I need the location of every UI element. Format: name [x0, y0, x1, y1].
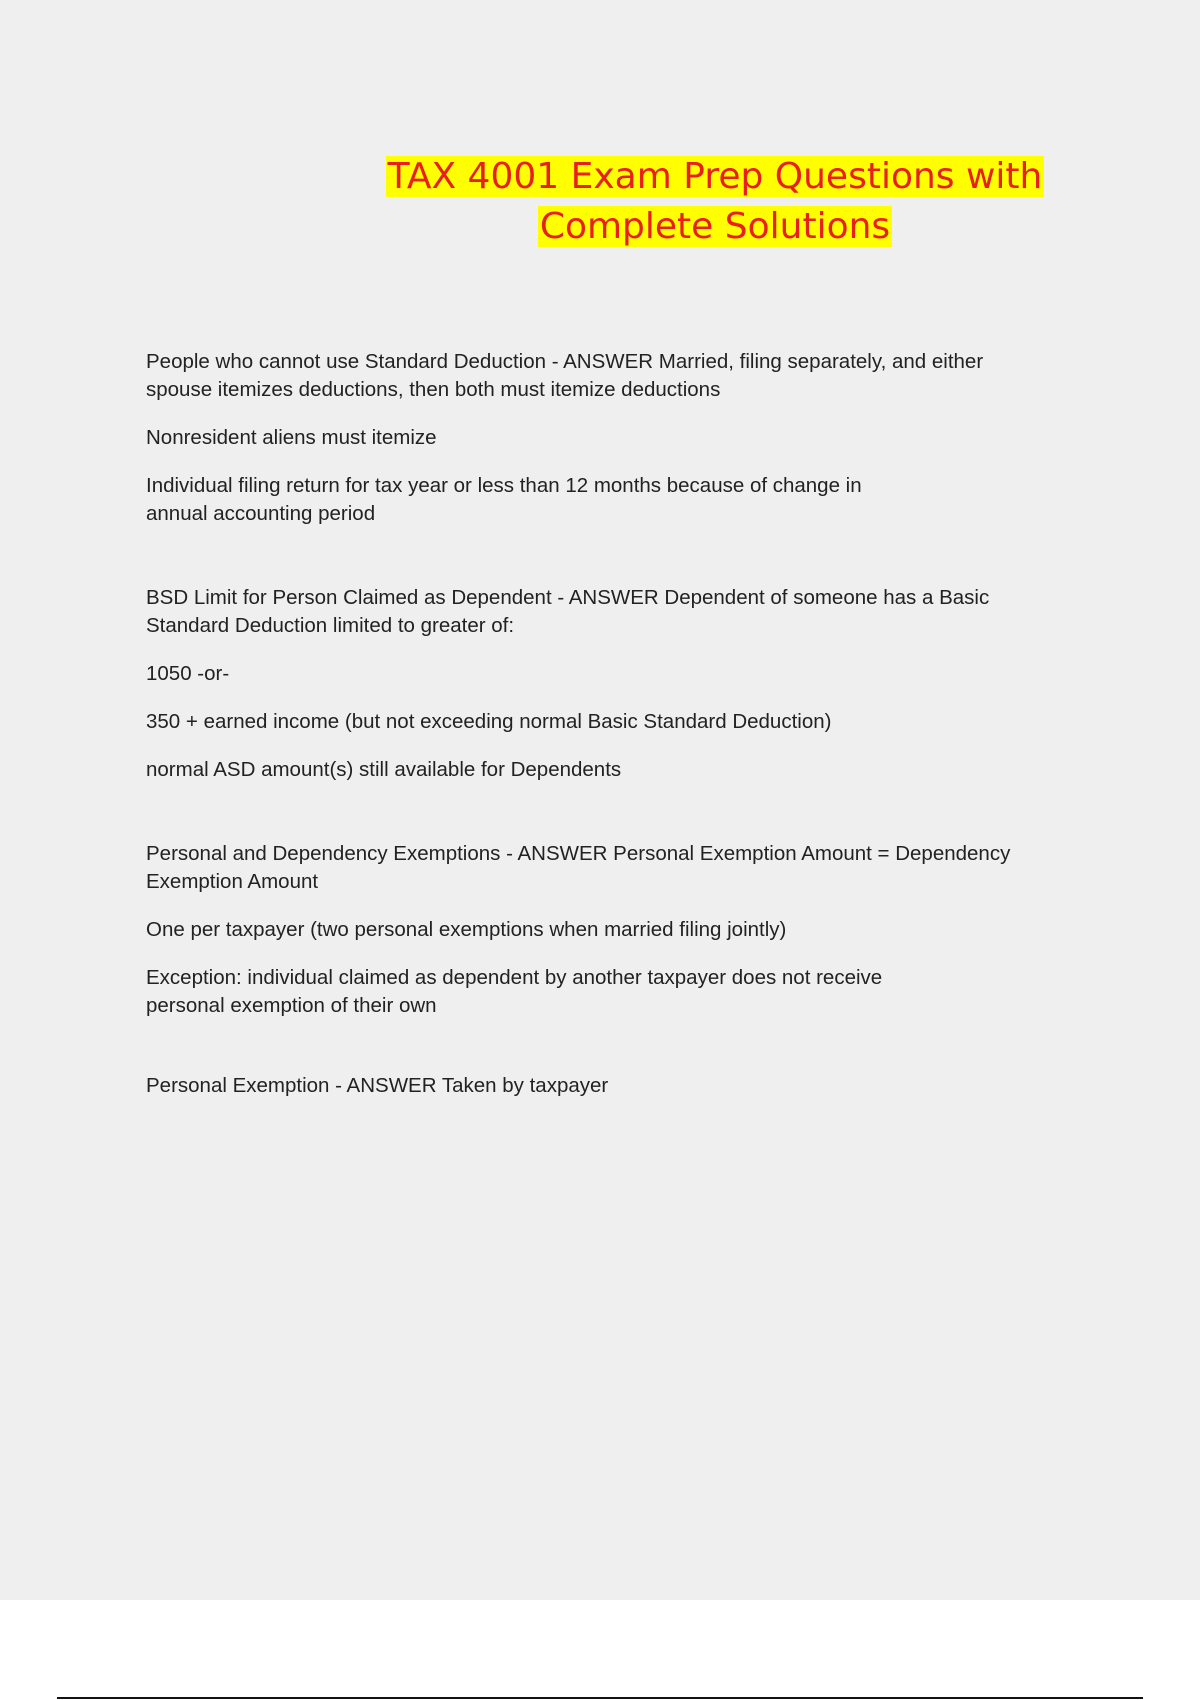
qa-entry-standard-deduction: [146, 348, 1076, 528]
answer-detail: Exception: individual claimed as dependent by another taxpayer does not receive personal exemption of their own: [146, 966, 883, 1017]
answer-detail: 1050 -or-: [146, 662, 230, 685]
answer-detail: 350 + earned income (but not exceeding normal Basic Standard Deduction): [146, 710, 832, 733]
answer-detail: One per taxpayer (two personal exemptions when married filing jointly): [146, 918, 787, 941]
qa-entry-exemptions: [146, 840, 1076, 1020]
qa-entry-personal-exemption: [146, 1072, 1076, 1100]
qa-question-answer: Personal Exemption - ANSWER Taken by taxpayer: [146, 1074, 609, 1097]
qa-entry-bsd-limit: [146, 584, 1076, 784]
qa-question-answer: Personal and Dependency Exemptions - ANSWER Personal Exemption Amount = Dependency Exemption Amount: [146, 842, 1011, 893]
title-line-1: TAX 4001 Exam Prep Questions with: [387, 156, 1043, 197]
answer-detail: normal ASD amount(s) still available for Dependents: [146, 758, 622, 781]
qa-question-answer: People who cannot use Standard Deduction - ANSWER Married, filing separately, and either spouse itemizes deductions, then both must itemize deductions: [146, 350, 984, 401]
qa-question-answer: BSD Limit for Person Claimed as Dependent - ANSWER Dependent of someone has a Basic Standard Deduction limited to greater of:: [146, 586, 990, 637]
footer-divider: [57, 1697, 1143, 1699]
answer-detail: Individual filing return for tax year or less than 12 months because of change in annual accounting period: [146, 474, 862, 525]
document-title: [360, 152, 1070, 252]
answer-detail: Nonresident aliens must itemize: [146, 426, 437, 449]
qa-content: [146, 348, 1076, 1120]
title-line-2: Complete Solutions: [539, 206, 891, 247]
